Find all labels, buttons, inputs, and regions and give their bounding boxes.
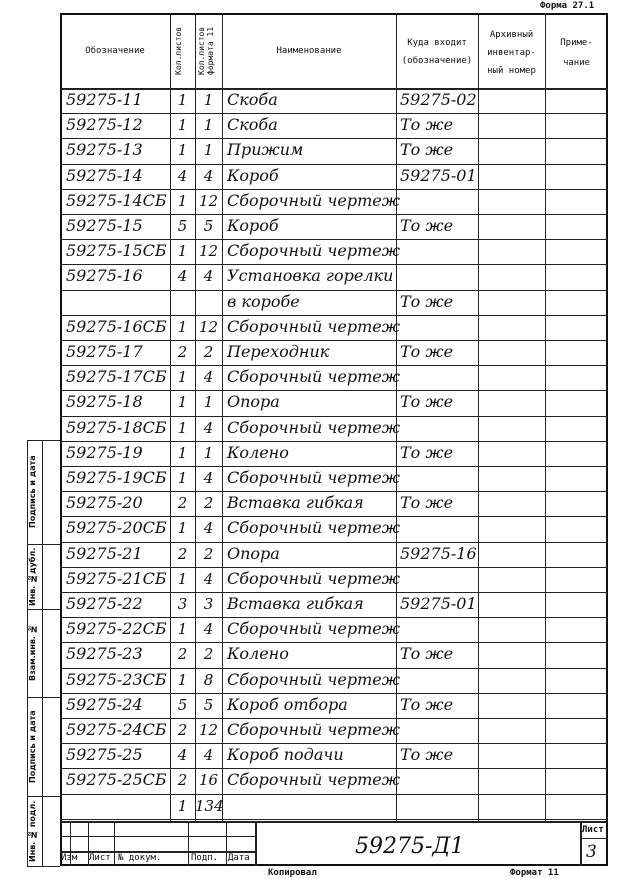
title-col-sign: Подп. [191,853,219,863]
header-name: Наименование [276,46,342,56]
side-box-bottom [27,866,60,867]
row-name: Сборочный чертеж [227,518,400,538]
row-name: Скоба [227,90,278,109]
row-name: Сборочный чертеж [227,669,400,689]
row-designation: 59275-14 [66,165,143,185]
row-designation: 59275-21 [66,543,143,563]
row-designation: 59275-21СБ [66,568,167,588]
row-sheets-format: 1 [203,393,214,412]
row-designation: 59275-15СБ [66,241,167,261]
title-sheet-line [580,838,608,839]
header-note-2: чание [562,58,591,68]
row-sheets-format: 4 [203,267,214,286]
side-label-sign-date-1: Подпись и дата [28,710,37,783]
row-name: Сборочный чертеж [227,619,400,639]
row-sheets-format: 5 [203,695,214,714]
sheet-label: Лист [582,825,604,835]
row-sheets-count: 1 [177,796,188,815]
row-designation: 59275-22СБ [66,619,167,639]
row-designation: 59275-25 [66,745,143,765]
row-sheets-count: 1 [177,317,188,336]
row-sheets-count: 1 [177,368,188,387]
title-col-list: Лист [89,853,111,863]
col-line-3 [222,13,223,821]
header-where-used-2: (обозначение) [401,56,473,66]
row-where-used: То же [400,493,454,513]
row-designation: 59275-18СБ [66,417,167,437]
title-col-d [188,821,189,866]
footer-format: Формат 11 [510,868,559,878]
side-box-right [42,440,43,866]
row-sheets-count: 5 [177,217,188,235]
row-designation: 59275-15 [66,216,143,235]
row-sheets-format: 12 [198,317,219,336]
row-sheets-format: 2 [203,645,214,664]
row-sheets-format: 2 [203,494,214,513]
row-designation: 59275-16 [66,266,143,286]
row-sheets-format: 1 [203,141,214,160]
row-sheets-format: 12 [198,191,219,210]
row-name: в коробе [227,291,300,311]
row-sheets-count: 1 [177,418,188,437]
header-archive-2: инвентар- [487,48,536,58]
row-sheets-format: 16 [198,771,219,790]
row-sheets-format: 12 [198,721,219,739]
row-name: Колено [227,442,289,462]
document-number: 59275-Д1 [355,834,465,859]
row-designation: 59275-11 [66,90,143,109]
title-col-e [226,821,227,866]
row-sheets-format: 134 [195,796,224,815]
row-name: Опора [227,543,280,563]
row-sheets-count: 1 [177,670,188,689]
row-sheets-format: 8 [203,670,214,689]
row-sheets-format: 2 [203,343,214,361]
row-sheets-count: 2 [177,645,188,664]
title-col-izm: Изм [61,853,78,863]
row-sheets-format: 4 [203,368,214,387]
row-where-used: То же [400,216,454,235]
row-sheets-format: 1 [203,91,214,109]
row-separator [60,794,608,795]
row-where-used: 59275-16 [400,543,477,563]
row-sheets-count: 1 [177,393,188,412]
row-where-used: То же [400,442,454,462]
row-name: Колено [227,644,289,664]
header-note-1: Приме- [560,38,593,48]
row-sheets-count: 4 [177,166,188,185]
row-designation: 59275-20СБ [66,518,167,538]
row-sheets-count: 4 [177,267,188,286]
header-sheets-format: Кол.листов формата 11 [197,26,215,76]
row-sheets-count: 1 [177,116,188,135]
row-name: Короб [227,165,279,185]
row-where-used: То же [400,694,454,714]
row-designation: 59275-24 [66,694,143,714]
row-sheets-count: 2 [177,494,188,513]
row-where-used: То же [400,392,454,412]
row-name: Сборочный чертеж [227,367,400,387]
row-name: Вставка гибкая [227,594,364,613]
row-name: Короб [227,216,279,235]
row-where-used: То же [400,644,454,664]
row-where-used: То же [400,140,454,160]
row-name: Сборочный чертеж [227,468,400,487]
row-name: Скоба [227,115,278,135]
row-sheets-count: 2 [177,343,188,361]
row-sheets-count: 2 [177,544,188,563]
row-name: Вставка гибкая [227,493,364,513]
row-sheets-format: 4 [203,418,214,437]
row-sheets-count: 1 [177,519,188,538]
row-sheets-count: 1 [177,91,188,109]
row-sheets-count: 1 [177,242,188,261]
row-sheets-format: 1 [203,443,214,462]
row-sheets-format: 4 [203,166,214,185]
row-designation: 59275-23 [66,644,143,664]
row-designation: 59275-13 [66,140,143,160]
row-separator [60,290,608,291]
row-sheets-format: 3 [203,595,214,613]
row-sheets-format: 5 [203,217,214,235]
footer-copied: Копировал [268,868,317,878]
side-label-inv-dubl: Инв. №дубл. [28,547,37,606]
col-line-5 [478,13,479,821]
row-name: Короб отбора [227,694,348,714]
row-designation: 59275-12 [66,115,143,135]
row-designation: 59275-16СБ [66,316,167,336]
row-designation: 59275-20 [66,493,143,513]
header-designation: Обозначение [85,46,145,56]
title-col-date: Дата [228,853,250,863]
row-sheets-count: 2 [177,771,188,790]
row-where-used: То же [400,115,454,135]
header-sheets-count: Кол.листов [174,26,183,76]
row-designation: 59275-24СБ [66,720,167,739]
title-col-c [114,821,115,866]
row-name: Сборочный чертеж [227,417,400,437]
row-sheets-count: 4 [177,746,188,765]
row-name: Установка горелки [227,266,394,286]
row-sheets-count: 5 [177,695,188,714]
row-sheets-count: 1 [177,569,188,588]
row-sheets-count: 1 [177,443,188,462]
row-sheets-count: 1 [177,469,188,487]
row-designation: 59275-19 [66,442,143,462]
row-name: Сборочный чертеж [227,568,400,588]
side-label-vzam-inv: Взам.инв. № [28,624,37,682]
row-sheets-format: 1 [203,116,214,135]
row-sheets-count: 1 [177,191,188,210]
header-archive-3: ный номер [487,66,536,76]
row-where-used: 59275-02 [400,90,477,109]
row-name: Опора [227,392,280,412]
form-label: Форма 27.1 [540,1,595,11]
row-designation: 59275-14СБ [66,190,167,210]
row-where-used: 59275-01 [400,165,477,185]
row-name: Прижим [227,140,304,160]
row-sheets-format: 2 [203,544,214,563]
title-col-doc: № докум. [118,853,162,863]
row-name: Переходник [227,342,330,361]
row-sheets-count: 2 [177,721,188,739]
sheet-number: 3 [586,842,597,862]
row-name: Сборочный чертеж [227,241,400,261]
col-line-6 [545,13,546,821]
row-name: Короб подачи [227,745,344,765]
row-designation: 59275-19СБ [66,468,167,487]
header-where-used-1: Куда входит [407,38,467,48]
side-label-inv-podl: Инв. № подл. [28,800,37,862]
row-sheets-count: 3 [177,595,188,613]
row-designation: 59275-25СБ [66,770,167,790]
row-name: Сборочный чертеж [227,720,400,739]
row-designation: 59275-17СБ [66,367,167,387]
row-designation: 59275-17 [66,342,143,361]
row-designation: 59275-18 [66,392,143,412]
row-sheets-count: 1 [177,141,188,160]
row-name: Сборочный чертеж [227,190,400,210]
row-sheets-format: 4 [203,519,214,538]
row-name: Сборочный чертеж [227,770,400,790]
title-col-f [255,821,257,866]
row-sheets-format: 4 [203,746,214,765]
header-archive-1: Архивный [489,30,534,40]
row-designation: 59275-23СБ [66,669,167,689]
side-label-sign-date-2: Подпись и дата [28,455,37,529]
row-sheets-format: 4 [203,620,214,639]
row-where-used: То же [400,745,454,765]
row-sheets-format: 12 [198,242,219,261]
row-where-used: 59275-01 [400,594,477,613]
row-sheets-format: 4 [203,469,214,487]
row-sheets-count: 1 [177,620,188,639]
row-where-used: То же [400,291,454,311]
row-separator [60,819,608,820]
row-name: Сборочный чертеж [227,316,400,336]
row-designation: 59275-22 [66,594,143,613]
row-where-used: То же [400,342,454,361]
title-block-top [60,821,608,823]
row-sheets-format: 4 [203,569,214,588]
